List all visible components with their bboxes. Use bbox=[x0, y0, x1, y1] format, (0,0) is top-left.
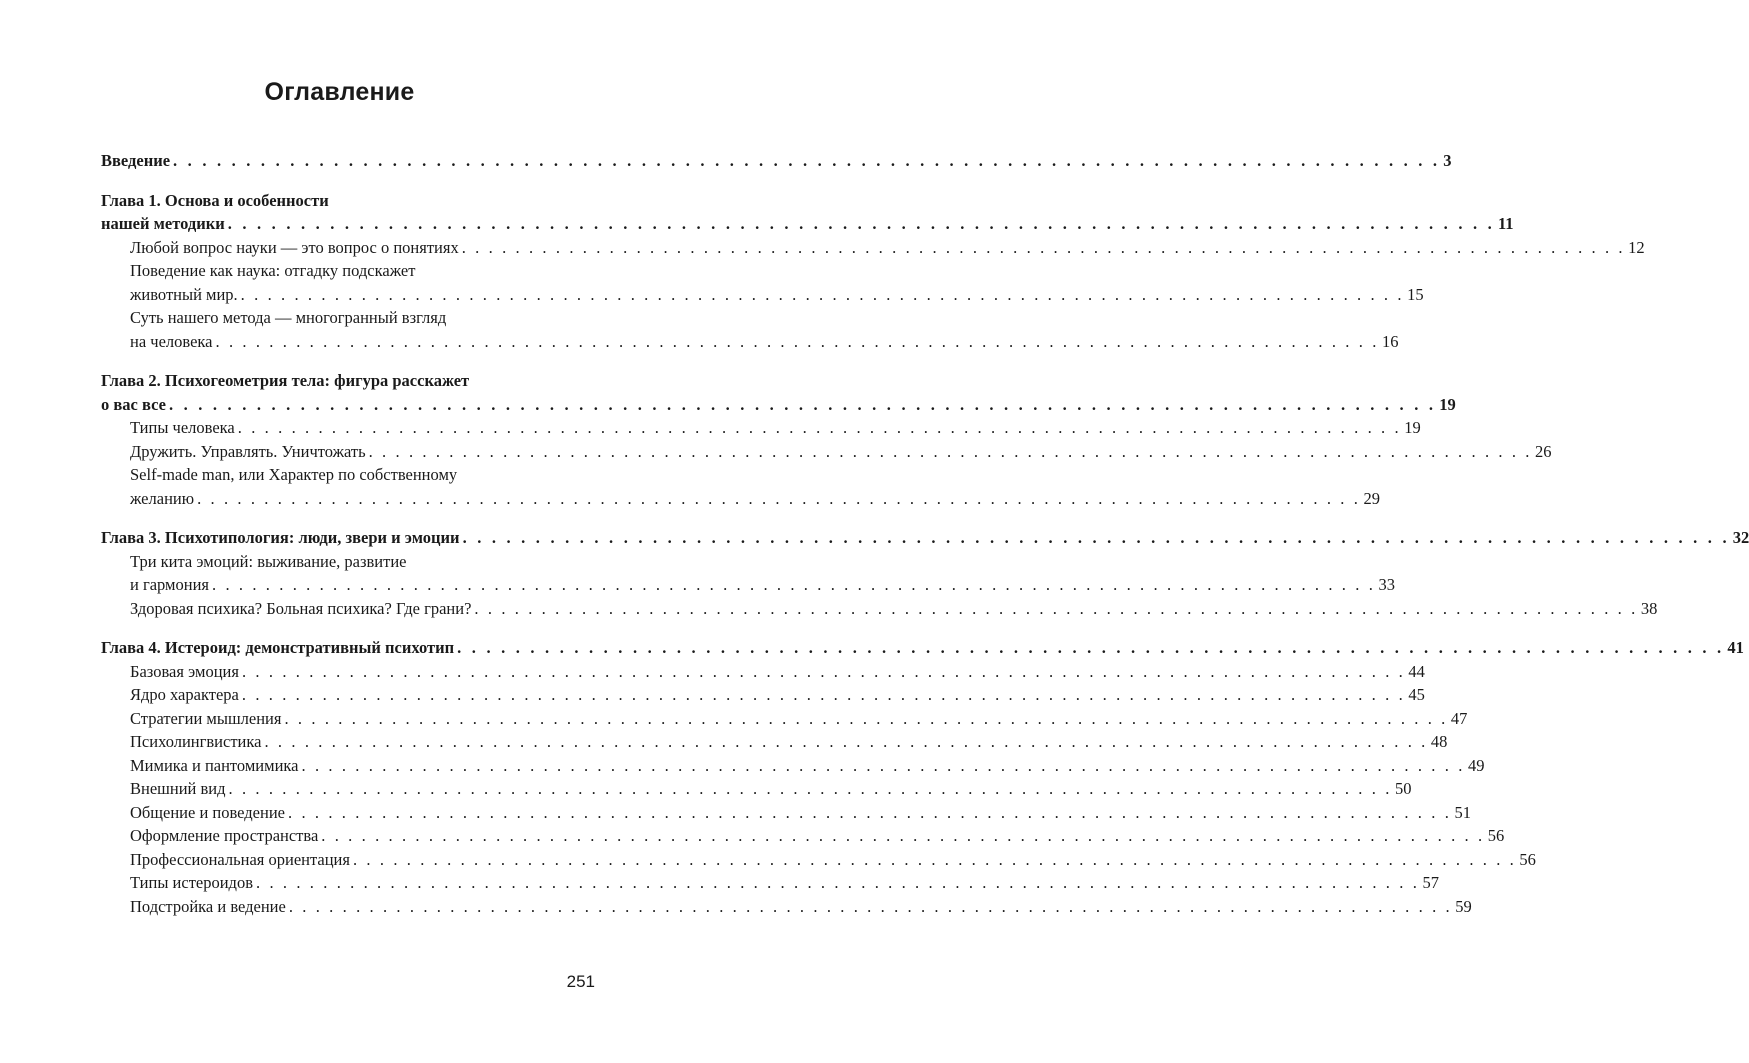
toc-section-line bbox=[101, 660, 1425, 684]
toc-section-line bbox=[101, 777, 1412, 801]
toc-section-line bbox=[101, 730, 1448, 754]
toc-section-page: 49 bbox=[1467, 755, 1485, 775]
dot-leader: . . . . . . . . . . . . . . . . . . . . . . . . . . . . . . . . . . . . . . . . . . . . . . . . . . . . . . . . . . . . . . . . . . . . . . . . . . . . . . . . . . . . . . . bbox=[197, 488, 1361, 508]
toc-chapter-page: 19 bbox=[1439, 394, 1456, 414]
toc-chapter-line bbox=[101, 636, 1744, 660]
dot-leader: . . . . . . . . . . . . . . . . . . . . . . . . . . . . . . . . . . . . . . . . . . . . . . . . . . . . . . . . . . . . . . . . . . . . . . . . . . . . . . . . . . . . . . . bbox=[173, 151, 1441, 170]
toc-section-line bbox=[101, 754, 1485, 778]
toc-section-line bbox=[101, 440, 1552, 464]
toc-section-title: Типы истероидов bbox=[130, 873, 253, 892]
dot-leader: . . . . . . . . . . . . . . . . . . . . . . . . . . . . . . . . . . . . . . . . . . . . . . . . . . . . . . . . . . . . . . . . . . . . . . . . . . . . . . . . . . . . . . . bbox=[227, 214, 1495, 233]
toc-section-title: Дружить. Управлять. Уничтожать bbox=[130, 441, 366, 461]
toc-section-line bbox=[101, 801, 1471, 825]
chapter-spacer bbox=[101, 620, 595, 636]
dot-leader: . . . . . . . . . . . . . . . . . . . . . . . . . . . . . . . . . . . . . . . . . . . . . . . . . . . . . . . . . . . . . . . . . . . . . . . . . . . . . . . . . . . . . . . bbox=[264, 732, 1428, 751]
dot-leader: . . . . . . . . . . . . . . . . . . . . . . . . . . . . . . . . . . . . . . . . . . . . . . . . . . . . . . . . . . . . . . . . . . . . . . . . . . . . . . . . . . . . . . . bbox=[256, 873, 1420, 892]
toc-section-line bbox=[101, 871, 1439, 895]
toc-section-page: 47 bbox=[1450, 708, 1468, 728]
toc-section-title: Подстройка и ведение bbox=[130, 896, 286, 916]
toc-section-title: Внешний вид bbox=[130, 779, 226, 798]
toc-chapter-line bbox=[101, 189, 595, 213]
chapter-spacer bbox=[101, 353, 595, 369]
dot-leader: . . . . . . . . . . . . . . . . . . . . . . . . . . . . . . . . . . . . . . . . . . . . . . . . . . . . . . . . . . . . . . . . . . . . . . . . . . . . . . . . . . . . . . . bbox=[301, 755, 1465, 775]
toc-section-title: Любой вопрос науки — это вопрос о понятиях bbox=[130, 237, 459, 257]
toc-chapter-title: Глава 1. Основа и особенности bbox=[101, 190, 329, 210]
dot-leader: . . . . . . . . . . . . . . . . . . . . . . . . . . . . . . . . . . . . . . . . . . . . . . . . . . . . . . . . . . . . . . . . . . . . . . . . . . . . . . . . . . . . . . . bbox=[462, 528, 1730, 547]
toc-section-page: 51 bbox=[1454, 802, 1471, 822]
dot-leader: . . . . . . . . . . . . . . . . . . . . . . . . . . . . . . . . . . . . . . . . . . . . . . . . . . . . . . . . . . . . . . . . . . . . . . . . . . . . . . . . . . . . . . . bbox=[241, 661, 1406, 681]
toc-section-line bbox=[101, 463, 595, 487]
toc-section-page: 59 bbox=[1455, 896, 1472, 916]
dot-leader: . . . . . . . . . . . . . . . . . . . . . . . . . . . . . . . . . . . . . . . . . . . . . . . . . . . . . . . . . . . . . . . . . . . . . . . . . . . . . . . . . . . . . . . bbox=[474, 598, 1638, 618]
toc-chapter-title: Глава 3. Психотипология: люди, звери и эмоции bbox=[101, 528, 460, 547]
toc-section-line bbox=[101, 848, 1536, 872]
toc-section-title: Профессиональная ориентация bbox=[130, 849, 350, 869]
toc-section-line bbox=[101, 236, 1645, 260]
toc-section-title: на человека bbox=[130, 331, 213, 351]
dot-leader: . . . . . . . . . . . . . . . . . . . . . . . . . . . . . . . . . . . . . . . . . . . . . . . . . . . . . . . . . . . . . . . . . . . . . . . . . . . . . . . . . . . . . . . bbox=[288, 802, 1452, 822]
table-of-contents bbox=[101, 149, 1749, 918]
toc-section-line bbox=[101, 895, 1472, 919]
page-title: Оглавление bbox=[264, 78, 415, 106]
toc-section-page: 57 bbox=[1422, 873, 1439, 892]
toc-chapter-page: 32 bbox=[1732, 528, 1749, 547]
toc-section-title: Поведение как наука: отгадку подскажет bbox=[130, 261, 416, 280]
toc-section-page: 15 bbox=[1407, 284, 1424, 304]
page-number: 251 bbox=[566, 972, 595, 991]
toc-section-line bbox=[101, 283, 1424, 307]
toc-chapter-page: 41 bbox=[1727, 638, 1744, 657]
toc-section-line bbox=[101, 487, 1380, 511]
dot-leader: . . . . . . . . . . . . . . . . . . . . . . . . . . . . . . . . . . . . . . . . . . . . . . . . . . . . . . . . . . . . . . . . . . . . . . . . . . . . . . . . . . . . . . . bbox=[237, 418, 1402, 437]
toc-section-title: Ядро характера bbox=[130, 685, 239, 704]
dot-leader: . . . . . . . . . . . . . . . . . . . . . . . . . . . . . . . . . . . . . . . . . . . . . . . . . . . . . . . . . . . . . . . . . . . . . . . . . . . . . . . . . . . . . . . bbox=[352, 849, 1517, 869]
toc-section-line bbox=[101, 259, 595, 283]
toc-intro-line bbox=[101, 149, 1452, 173]
toc-section-line bbox=[101, 707, 1468, 731]
dot-leader: . . . . . . . . . . . . . . . . . . . . . . . . . . . . . . . . . . . . . . . . . . . . . . . . . . . . . . . . . . . . . . . . . . . . . . . . . . . . . . . . . . . . . . . bbox=[240, 284, 1405, 304]
toc-intro-page: 3 bbox=[1443, 151, 1452, 170]
dot-leader: . . . . . . . . . . . . . . . . . . . . . . . . . . . . . . . . . . . . . . . . . . . . . . . . . . . . . . . . . . . . . . . . . . . . . . . . . . . . . . . . . . . . . . . bbox=[321, 826, 1485, 845]
toc-section-title: Стратегии мышления bbox=[130, 708, 282, 728]
dot-leader: . . . . . . . . . . . . . . . . . . . . . . . . . . . . . . . . . . . . . . . . . . . . . . . . . . . . . . . . . . . . . . . . . . . . . . . . . . . . . . . . . . . . . . . bbox=[168, 394, 1437, 414]
toc-section-line bbox=[101, 306, 595, 330]
toc-section-title: Здоровая психика? Больная психика? Где грани? bbox=[130, 598, 472, 618]
toc-section-title: Типы человека bbox=[130, 418, 235, 437]
toc-chapter-line bbox=[101, 212, 1514, 236]
dot-leader: . . . . . . . . . . . . . . . . . . . . . . . . . . . . . . . . . . . . . . . . . . . . . . . . . . . . . . . . . . . . . . . . . . . . . . . . . . . . . . . . . . . . . . . bbox=[284, 708, 1448, 728]
toc-section-page: 56 bbox=[1519, 849, 1536, 869]
toc-section-line bbox=[101, 573, 1395, 597]
chapter-spacer bbox=[101, 173, 595, 189]
toc-chapter-line bbox=[101, 526, 1749, 550]
toc-section-title: Self-made man, или Характер по собственному bbox=[130, 465, 458, 484]
toc-section-page: 16 bbox=[1381, 331, 1399, 351]
toc-section-title: Общение и поведение bbox=[130, 802, 285, 822]
chapter-spacer bbox=[101, 510, 595, 526]
toc-section-page: 48 bbox=[1430, 732, 1448, 751]
toc-chapter-line bbox=[101, 393, 1456, 417]
toc-section-line bbox=[101, 597, 1658, 621]
toc-chapter-title: Глава 4. Истероид: демонстративный психотип bbox=[101, 638, 455, 657]
toc-chapter-title: о вас все bbox=[101, 394, 166, 414]
toc-section-title: животный мир. bbox=[130, 284, 238, 304]
toc-chapter-title: Глава 2. Психогеометрия тела: фигура расскажет bbox=[101, 371, 470, 390]
toc-section-page: 29 bbox=[1363, 488, 1380, 508]
toc-section-title: Суть нашего метода — многогранный взгляд bbox=[130, 308, 447, 327]
toc-section-title: и гармония bbox=[130, 575, 209, 594]
toc-section-line bbox=[101, 683, 1425, 707]
toc-section-page: 38 bbox=[1640, 598, 1658, 618]
toc-section-page: 44 bbox=[1408, 661, 1425, 681]
dot-leader: . . . . . . . . . . . . . . . . . . . . . . . . . . . . . . . . . . . . . . . . . . . . . . . . . . . . . . . . . . . . . . . . . . . . . . . . . . . . . . . . . . . . . . . bbox=[228, 779, 1392, 798]
toc-section-line bbox=[101, 416, 1421, 440]
toc-section-title: желанию bbox=[130, 488, 195, 508]
toc-chapter-line bbox=[101, 369, 595, 393]
dot-leader: . . . . . . . . . . . . . . . . . . . . . . . . . . . . . . . . . . . . . . . . . . . . . . . . . . . . . . . . . . . . . . . . . . . . . . . . . . . . . . . . . . . . . . . bbox=[212, 575, 1376, 594]
toc-section-page: 50 bbox=[1394, 779, 1412, 798]
toc-section-title: Базовая эмоция bbox=[130, 661, 239, 681]
toc-section-page: 19 bbox=[1404, 418, 1421, 437]
toc-intro-title: Введение bbox=[101, 151, 171, 170]
dot-leader: . . . . . . . . . . . . . . . . . . . . . . . . . . . . . . . . . . . . . . . . . . . . . . . . . . . . . . . . . . . . . . . . . . . . . . . . . . . . . . . . . . . . . . . bbox=[368, 441, 1533, 461]
toc-section-line bbox=[101, 330, 1399, 354]
dot-leader: . . . . . . . . . . . . . . . . . . . . . . . . . . . . . . . . . . . . . . . . . . . . . . . . . . . . . . . . . . . . . . . . . . . . . . . . . . . . . . . . . . . . . . . bbox=[457, 638, 1725, 657]
toc-chapter-title: нашей методики bbox=[101, 214, 225, 233]
dot-leader: . . . . . . . . . . . . . . . . . . . . . . . . . . . . . . . . . . . . . . . . . . . . . . . . . . . . . . . . . . . . . . . . . . . . . . . . . . . . . . . . . . . . . . . bbox=[461, 237, 1626, 257]
toc-section-title: Оформление пространства bbox=[130, 826, 319, 845]
dot-leader: . . . . . . . . . . . . . . . . . . . . . . . . . . . . . . . . . . . . . . . . . . . . . . . . . . . . . . . . . . . . . . . . . . . . . . . . . . . . . . . . . . . . . . . bbox=[288, 896, 1453, 916]
toc-section-line bbox=[101, 824, 1505, 848]
toc-section-page: 12 bbox=[1628, 237, 1645, 257]
dot-leader: . . . . . . . . . . . . . . . . . . . . . . . . . . . . . . . . . . . . . . . . . . . . . . . . . . . . . . . . . . . . . . . . . . . . . . . . . . . . . . . . . . . . . . . bbox=[241, 685, 1406, 704]
toc-section-line bbox=[101, 550, 595, 574]
toc-chapter-page: 11 bbox=[1497, 214, 1514, 233]
toc-section-page: 56 bbox=[1487, 826, 1505, 845]
toc-section-page: 33 bbox=[1378, 575, 1395, 594]
dot-leader: . . . . . . . . . . . . . . . . . . . . . . . . . . . . . . . . . . . . . . . . . . . . . . . . . . . . . . . . . . . . . . . . . . . . . . . . . . . . . . . . . . . . . . . bbox=[215, 331, 1379, 351]
toc-section-title: Психолингвистика bbox=[130, 732, 262, 751]
toc-section-page: 45 bbox=[1408, 685, 1425, 704]
toc-section-page: 26 bbox=[1535, 441, 1552, 461]
toc-section-title: Три кита эмоций: выживание, развитие bbox=[130, 551, 407, 571]
toc-section-title: Мимика и пантомимика bbox=[130, 755, 299, 775]
